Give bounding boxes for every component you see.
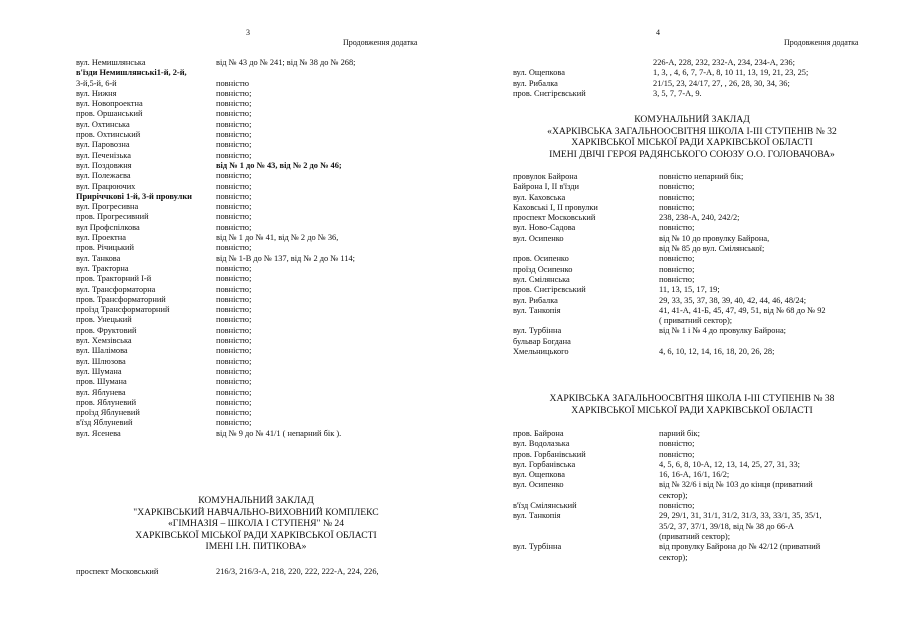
list-item — [76, 140, 436, 150]
house-numbers: повністю; — [659, 449, 695, 459]
street-name: Каховські І, ІІ провулки — [513, 202, 598, 212]
school-title-block-32 — [507, 114, 877, 160]
list-item — [76, 398, 436, 408]
house-numbers: парний бік; — [659, 429, 700, 438]
list-item — [513, 79, 893, 89]
school-title-block — [76, 495, 436, 553]
list-item — [513, 337, 893, 347]
street-name: вул. Осипенко — [513, 233, 564, 243]
street-name: вул. Прогресивна — [76, 202, 139, 212]
house-numbers: 21/15, 23, 24/17, 27, , 26, 28, 30, 34, 36; — [653, 78, 790, 88]
house-numbers: повністю; — [659, 254, 695, 264]
house-numbers: повністю; — [216, 377, 252, 387]
house-numbers: повністю; — [216, 140, 252, 150]
list-item — [513, 68, 893, 78]
house-numbers: повністю; — [216, 119, 252, 129]
list-item — [76, 336, 436, 346]
list-item — [76, 377, 436, 387]
list-item — [76, 233, 436, 243]
title-line: ІМЕНІ ДВІЧІ ГЕРОЯ РАДЯНСЬКОГО СОЮЗУ О.О. ГОЛОВАЧОВА» — [549, 148, 835, 160]
list-item — [76, 285, 436, 295]
house-numbers: від № 32/6 і від № 103 до кінця (приватний сектор); — [659, 480, 813, 500]
list-item — [513, 182, 893, 192]
street-name: вул. Горбанівська — [513, 459, 576, 469]
street-name: Хмельницького — [513, 347, 569, 357]
school-title-block-38 — [507, 393, 877, 416]
street-name: проїзд Трансформаторний — [76, 305, 170, 315]
list-item — [76, 58, 436, 68]
list-item — [513, 450, 893, 460]
list-item — [76, 346, 436, 356]
list-item — [513, 439, 893, 449]
list-item — [513, 501, 893, 511]
house-numbers: від № 1 і № 4 до провулку Байрона; — [659, 326, 786, 336]
list-item — [513, 89, 893, 99]
list-item — [513, 58, 893, 68]
list-item — [76, 223, 436, 233]
street-name: пров. Снєгірєвський — [513, 285, 586, 295]
house-numbers: повністю; — [216, 408, 252, 418]
list-item — [513, 296, 893, 306]
house-numbers: повністю; — [216, 222, 252, 232]
house-numbers: повністю; — [216, 109, 252, 119]
list-item — [76, 357, 436, 367]
house-numbers: від № 1 до № 41, від № 2 до № 36, — [216, 233, 339, 243]
street-name: вул. Ощепкова — [513, 470, 565, 480]
house-numbers: повністю; — [216, 243, 252, 253]
house-numbers: 4, 5, 6, 8, 10-А, 12, 13, 14, 25, 27, 31, 33; — [659, 459, 800, 469]
page-number: 4 — [656, 28, 660, 37]
street-name: вул. Водолазька — [513, 439, 570, 449]
street-name: пров. Байрона — [513, 429, 564, 438]
title-line: КОМУНАЛЬНИЙ ЗАКЛАД — [634, 114, 750, 125]
list-item — [76, 171, 436, 181]
house-numbers: 216/3, 216/3-А, 218, 220, 222, 222-А, 224, 226, — [216, 567, 379, 576]
house-numbers: від № 9 до № 41/1 ( непарний бік ). — [216, 428, 342, 438]
list-item — [76, 367, 436, 377]
list-item — [513, 285, 893, 295]
list-item — [76, 212, 436, 222]
street-name — [513, 58, 653, 68]
street-name: вул. Танкопія — [513, 511, 561, 521]
street-name: вул. Рибалка — [513, 78, 558, 88]
list-item — [76, 130, 436, 140]
street-name: вул. Охтинська — [76, 119, 130, 129]
street-name: вул. Проектна — [76, 233, 126, 243]
street-name: вул. Поздовжня — [76, 160, 132, 170]
list-item — [513, 203, 893, 213]
house-numbers: від № 43 до № 241; від № 38 до № 268; — [216, 58, 356, 67]
list-item — [76, 295, 436, 305]
house-numbers: повністю; — [216, 418, 252, 428]
house-numbers: повністю; — [216, 171, 252, 181]
list-item — [513, 542, 893, 563]
house-numbers: повністю; — [216, 305, 252, 315]
house-numbers: від провулку Байрона до № 42/12 (приватний сектор); — [659, 542, 821, 562]
house-numbers: повністю; — [659, 501, 695, 511]
house-numbers: повністю; — [216, 315, 252, 325]
list-item — [513, 223, 893, 233]
house-numbers: 29, 29/1, 31, 31/1, 31/2, 31/3, 33, 33/1, 35, 35/1, 35/2, 37, 37/1, 39/18, від № 38 до 66-А (приватний сектор); — [659, 511, 822, 541]
street-name: вул. Шалімова — [76, 346, 128, 356]
street-name: 3-й,5-й, 6-й — [76, 78, 117, 88]
address-list-top — [513, 58, 893, 99]
street-name: вул. Працюючих — [76, 181, 136, 191]
house-numbers: повністю; — [216, 181, 252, 191]
street-name: пров. Осипенко — [513, 254, 569, 264]
house-numbers: повністю; — [216, 346, 252, 356]
page-header: Продовження додатка — [343, 38, 418, 47]
list-item — [76, 243, 436, 253]
house-numbers: повністю; — [216, 274, 252, 284]
street-name: вул. Турбінна — [513, 326, 562, 336]
list-item — [513, 429, 893, 439]
house-numbers: повністю; — [216, 397, 252, 407]
list-item — [76, 418, 436, 428]
street-name: вул. Танкова — [76, 253, 121, 263]
house-numbers: повністю; — [216, 325, 252, 335]
house-numbers: повністю; — [659, 439, 695, 449]
title-line: "ХАРКІВСЬКИЙ НАВЧАЛЬНО-ВИХОВНИЙ КОМПЛЕКС — [133, 506, 379, 518]
street-name: вул Профспілкова — [76, 222, 140, 232]
street-name: вул. Яблунева — [76, 387, 126, 397]
street-name: вул. Ясенева — [76, 428, 121, 438]
street-name: пров. Прогресивний — [76, 212, 149, 222]
street-name: провулок Байрона — [513, 172, 578, 181]
list-item — [76, 89, 436, 99]
house-numbers: повністю; — [216, 284, 252, 294]
list-item — [76, 161, 436, 171]
house-numbers: 29, 33, 35, 37, 38, 39, 40, 42, 44, 46, 48/24; — [659, 295, 807, 305]
list-item — [513, 172, 893, 182]
street-name: пров. Тракторний І-й — [76, 274, 152, 284]
house-numbers: повністю; — [216, 212, 252, 222]
street-name: вул. Полежаєва — [76, 171, 131, 181]
house-numbers: 11, 13, 15, 17, 19; — [659, 285, 720, 295]
street-name: вул. Немишлянська — [76, 58, 146, 67]
street-name: в'їзд Яблуневий — [76, 418, 133, 428]
house-numbers: повністю; — [216, 294, 252, 304]
list-item — [76, 202, 436, 212]
street-name: вул. Трансформаторна — [76, 284, 156, 294]
street-name: вул. Осипенко — [513, 480, 564, 490]
house-numbers: від № 10 до провулку Байрона, від № 85 до вул. Смілянської; — [659, 233, 770, 254]
list-item — [76, 274, 436, 284]
street-name: вул. Паровозна — [76, 140, 130, 150]
title-line: ІМЕНІ І.Н. ПИТІКОВА» — [205, 541, 307, 553]
street-name: проспект Московський — [513, 213, 596, 223]
street-name: пров. Фруктовий — [76, 325, 137, 335]
house-numbers: від № 1-В до № 137, від № 2 до № 114; — [216, 253, 355, 263]
street-name: пров. Шумана — [76, 377, 127, 387]
list-item — [513, 460, 893, 470]
house-numbers: повністю — [216, 78, 250, 88]
list-item — [76, 109, 436, 119]
house-numbers: повністю; — [216, 336, 252, 346]
street-name: в'їзд Смілянський — [513, 501, 577, 511]
house-numbers: повністю; — [216, 88, 252, 98]
list-item — [76, 68, 436, 78]
street-name: проїзд Яблуневий — [76, 408, 140, 418]
house-numbers: 1, 3, , 4, 6, 7, 7-А, 8, 10 11, 13, 19, 21, 23, 25; — [653, 68, 809, 78]
street-name: вул. Хемзівська — [76, 336, 132, 346]
house-numbers: 226-А, 228, 232, 232-А, 234, 234-А, 236; — [653, 58, 795, 67]
street-name: Приріччкові 1-й, 3-й провулки — [76, 191, 192, 201]
house-numbers: 3, 5, 7, 7-А, 9. — [653, 88, 702, 98]
list-item — [76, 429, 436, 439]
street-name: вул. Танкопія — [513, 305, 561, 315]
street-name: пров. Снєгірєвський — [513, 88, 586, 98]
street-name: пров. Трансформаторний — [76, 294, 166, 304]
title-line: «ХАРКІВСЬКА ЗАГАЛЬНООСВІТНЯ ШКОЛА І-ІІІ СТУПЕНІВ № 32 — [547, 125, 837, 137]
list-item — [513, 265, 893, 275]
street-name: проїзд Осипенко — [513, 264, 573, 274]
title-line: ХАРКІВСЬКОЇ МІСЬКОЇ РАДИ ХАРКІВСЬКОЇ ОБЛАСТІ — [135, 529, 377, 541]
street-name: вул. Рибалка — [513, 295, 558, 305]
street-name: вул. Нижня — [76, 88, 117, 98]
list-item — [513, 511, 893, 542]
street-name: пров. Горбанівський — [513, 449, 586, 459]
house-numbers — [659, 337, 893, 347]
street-name: пров. Річицький — [76, 243, 135, 253]
house-numbers: повністю; — [659, 223, 695, 233]
house-numbers: повністю; — [216, 150, 252, 160]
list-item — [76, 79, 436, 89]
street-name: вул. Смілянська — [513, 274, 570, 284]
street-name: пров. Яблуневий — [76, 397, 137, 407]
title-line: ХАРКІВСЬКОЇ МІСЬКОЇ РАДИ ХАРКІВСЬКОЇ ОБЛАСТІ — [571, 404, 813, 416]
street-name: вул. Ощепкова — [513, 68, 565, 78]
address-list-school-38 — [513, 429, 893, 563]
street-name: в'їзди Немишлянські1-й, 2-й, — [76, 68, 187, 78]
street-name: пров. Оршанський — [76, 109, 143, 119]
street-name: пров. Охтинський — [76, 130, 141, 140]
house-numbers: від № 1 до № 43, від № 2 до № 46; — [216, 160, 342, 170]
house-numbers: повністю; — [216, 202, 252, 212]
street-name: вул. Тракторна — [76, 263, 129, 273]
house-numbers: повністю; — [216, 387, 252, 397]
house-numbers: 16, 16-А, 16/1, 16/2; — [659, 470, 730, 480]
title-line: «ГІМНАЗІЯ – ШКОЛА І СТУПЕНЯ" № 24 — [167, 518, 345, 530]
list-item — [513, 275, 893, 285]
street-name: пров. Унецький — [76, 315, 132, 325]
list-item — [76, 192, 436, 202]
list-item — [76, 254, 436, 264]
page-number: 3 — [246, 28, 250, 37]
list-item — [513, 193, 893, 203]
street-name: вул. Шумана — [76, 366, 122, 376]
house-numbers: повністю; — [659, 182, 695, 192]
list-item — [76, 315, 436, 325]
house-numbers: повністю; — [216, 130, 252, 140]
list-item — [513, 254, 893, 264]
street-name: проспект Московський — [76, 567, 159, 576]
list-item — [76, 408, 436, 418]
list-item — [76, 182, 436, 192]
address-list — [76, 58, 436, 439]
list-item — [76, 264, 436, 274]
house-numbers: 41, 41-А, 41-Б, 45, 47, 49, 51, від № 68 до № 92 ( приватний сектор); — [659, 305, 826, 326]
street-name: вул. Шлюзова — [76, 356, 126, 366]
list-item — [513, 213, 893, 223]
street-name: вул. Каховська — [513, 192, 566, 202]
title-line: ХАРКІВСЬКА ЗАГАЛЬНООСВІТНЯ ШКОЛА І-ІІІ СТУПЕНІВ № 38 — [549, 393, 835, 404]
list-item — [513, 480, 893, 501]
house-numbers: повністю; — [216, 356, 252, 366]
list-item — [76, 305, 436, 315]
house-numbers: повністю; — [216, 263, 252, 273]
list-item — [513, 234, 893, 255]
street-name: бульвар Богдана — [513, 336, 571, 346]
house-numbers: 238, 238-А, 240, 242/2; — [659, 213, 740, 223]
house-numbers: повністю; — [659, 202, 695, 212]
title-line: ХАРКІВСЬКОЇ МІСЬКОЇ РАДИ ХАРКІВСЬКОЇ ОБЛАСТІ — [571, 137, 813, 149]
street-name: вул. Ново-Садова — [513, 223, 576, 233]
street-name: вул. Новопроектна — [76, 99, 143, 109]
street-name: Байрона І, ІІ в'їзди — [513, 182, 580, 192]
house-numbers: повністю; — [216, 191, 252, 201]
title-line: КОМУНАЛЬНИЙ ЗАКЛАД — [198, 495, 314, 506]
list-item — [513, 347, 893, 357]
page-header: Продовження додатка — [784, 38, 859, 47]
list-item — [513, 326, 893, 336]
house-numbers: повністю непарний бік; — [659, 172, 744, 181]
address-list-school-32 — [513, 172, 893, 357]
list-item — [76, 151, 436, 161]
page-4 — [449, 0, 898, 635]
list-item — [76, 567, 436, 577]
house-numbers: 4, 6, 10, 12, 14, 16, 18, 20, 26, 28; — [659, 347, 775, 357]
list-item — [513, 470, 893, 480]
list-item — [76, 120, 436, 130]
list-item — [513, 306, 893, 327]
list-item — [76, 326, 436, 336]
street-name: вул. Печенізька — [76, 150, 131, 160]
list-item — [76, 99, 436, 109]
house-numbers: повністю; — [659, 274, 695, 284]
house-numbers — [216, 68, 436, 78]
street-name: вул. Турбінна — [513, 542, 562, 552]
address-list-continued — [76, 567, 436, 577]
house-numbers: повністю; — [659, 192, 695, 202]
house-numbers: повністю; — [216, 366, 252, 376]
list-item — [76, 388, 436, 398]
house-numbers: повністю; — [216, 99, 252, 109]
house-numbers: повністю; — [659, 264, 695, 274]
